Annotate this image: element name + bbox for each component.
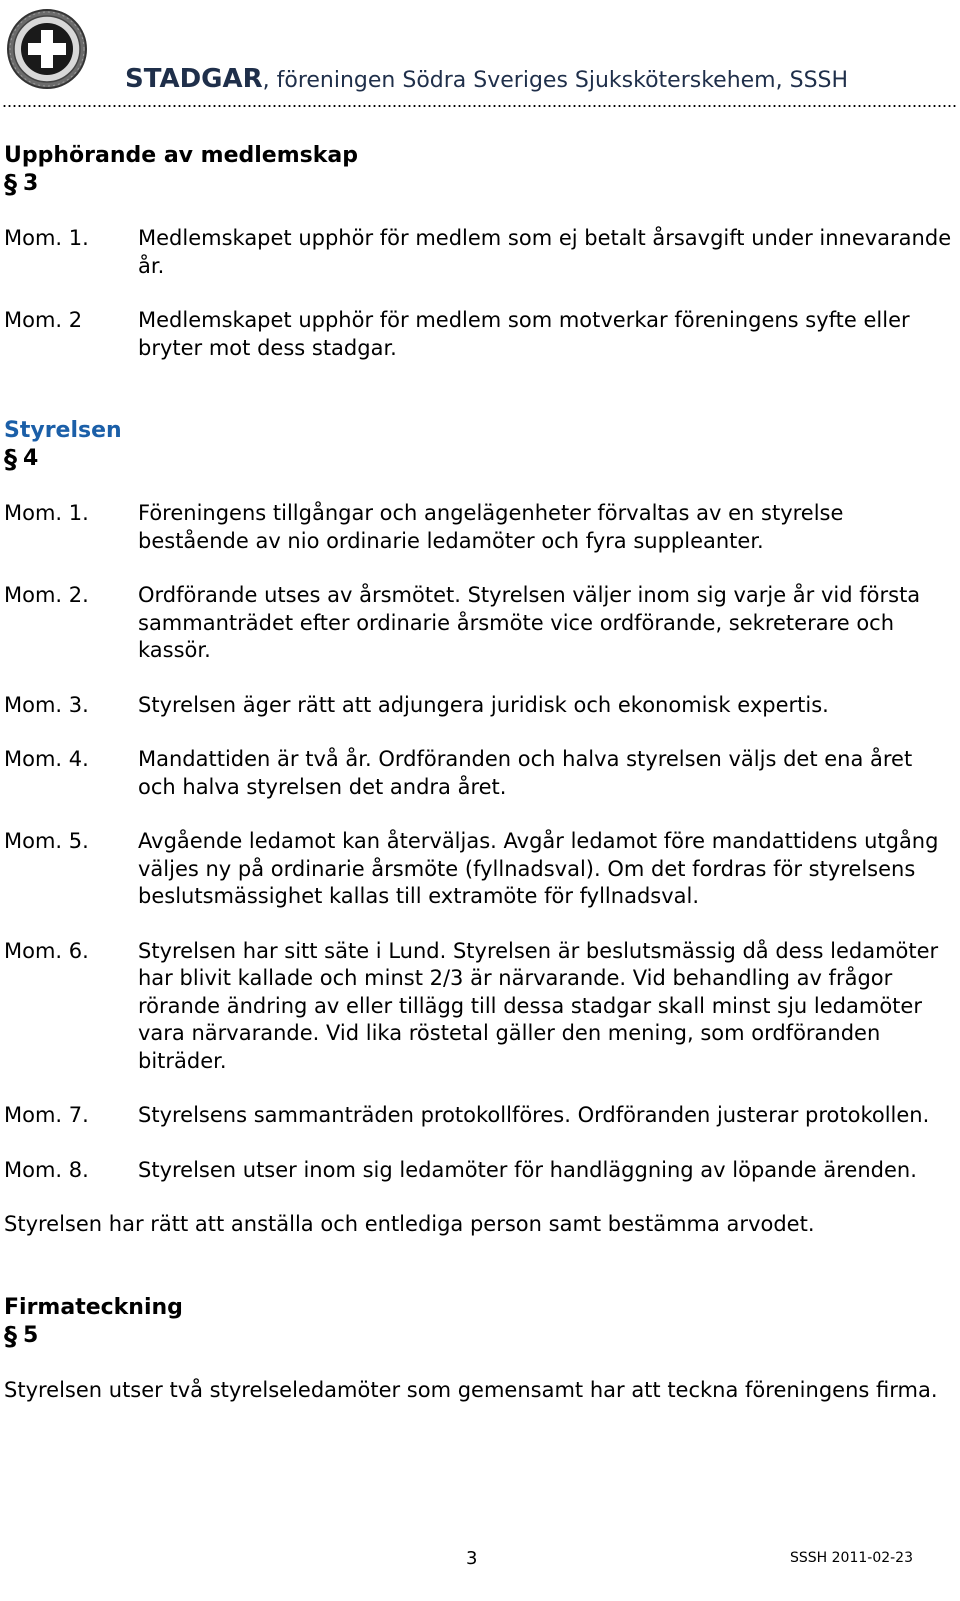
mom-item [4, 746, 956, 801]
mom-text: Styrelsen har sitt säte i Lund. Styrelsen är beslutsmässig då dess ledamöter har blivit kallade och minst 2/3 är närvarande. Vid behandling av frågor rörande ändring av eller tillägg till dessa stadgar skall minst sju ledamöter vara närvarande. Vid lika röstetal gäller den mening, som ordföranden biträder. [138, 938, 939, 1073]
mom-item [4, 500, 956, 555]
mom-text: Föreningens tillgångar och angelägenheter förvaltas av en styrelse bestående av nio ordinarie ledamöter och fyra suppleanter. [138, 501, 844, 553]
mom-item [4, 692, 956, 720]
mom-text: Medlemskapet upphör för medlem som ej betalt årsavgift under innevarande år. [138, 226, 952, 278]
sssh-emblem-logo [6, 8, 88, 90]
mom-text: Styrelsen äger rätt att adjungera juridisk och ekonomisk expertis. [138, 692, 829, 717]
document-title-bold: STADGAR [125, 64, 263, 94]
document-reference: SSSH 2011-02-23 [790, 1550, 913, 1566]
section-heading: Upphörande av medlemskap [4, 143, 358, 168]
section-number-value: 3 [23, 171, 39, 196]
mom-label: Mom. 6. [4, 938, 89, 963]
mom-label: Mom. 2 [4, 308, 83, 332]
section-spacer [4, 362, 956, 417]
mom-item [4, 582, 956, 665]
section-number [4, 170, 956, 198]
mom-item [4, 938, 956, 1076]
mom-item [4, 1157, 956, 1185]
mom-item [4, 307, 956, 362]
mom-label: Mom. 8. [4, 1157, 89, 1182]
mom-item [4, 225, 956, 280]
section-sign: § [4, 445, 17, 475]
mom-text: Styrelsen utser inom sig ledamöter för handläggning av löpande ärenden. [138, 1157, 917, 1182]
mom-label: Mom. 5. [4, 829, 89, 853]
mom-label: Mom. 1. [4, 501, 89, 525]
header-dotted-rule [2, 104, 957, 108]
mom-label: Mom. 4. [4, 747, 89, 771]
section-number [4, 445, 956, 473]
section-spacer [4, 1239, 956, 1294]
mom-item [4, 1102, 956, 1130]
mom-label: Mom. 3. [4, 692, 89, 717]
mom-item [4, 828, 956, 911]
document-title-rest: , föreningen Södra Sveriges Sjuksköterskehem, SSSH [262, 68, 849, 93]
mom-text: Medlemskapet upphör för medlem som motverkar föreningens syfte eller bryter mot dess stadgar. [138, 308, 910, 360]
page-number: 3 [466, 1548, 478, 1569]
section-text: Styrelsen utser två styrelseledamöter som gemensamt har att teckna föreningens firma. [4, 1377, 938, 1402]
section-closing-text: Styrelsen har rätt att anställa och entlediga person samt bestämma arvodet. [4, 1212, 815, 1236]
mom-text: Styrelsens sammanträden protokollföres. Ordföranden justerar protokollen. [138, 1103, 930, 1127]
mom-label: Mom. 2. [4, 583, 89, 607]
mom-text: Ordförande utses av årsmötet. Styrelsen väljer inom sig varje år vid första sammanträdet efter ordinarie årsmöte vice ordförande, sekreterare och kassör. [138, 583, 921, 662]
section-heading: Firmateckning [4, 1294, 183, 1320]
section-number [4, 1322, 956, 1350]
mom-text: Mandattiden är två år. Ordföranden och halva styrelsen väljs det ena året och halva styrelsen det andra året. [138, 747, 913, 799]
section-number-value: 4 [23, 446, 39, 471]
page-header [0, 0, 960, 120]
mom-label: Mom. 1. [4, 226, 89, 250]
section-5 [4, 1294, 956, 1405]
section-heading: Styrelsen [4, 418, 122, 443]
section-4 [4, 417, 956, 1239]
section-sign: § [4, 170, 17, 200]
section-3 [4, 142, 956, 362]
section-number-value: 5 [23, 1322, 39, 1348]
document-title [125, 64, 848, 94]
document-body [4, 142, 956, 1404]
section-sign: § [4, 1321, 17, 1352]
mom-text: Avgående ledamot kan återväljas. Avgår ledamot före mandattidens utgång väljes ny på ordinarie årsmöte (fyllnadsval). Om det fordras för styrelsens beslutsmässighet kallas till extramöte för fyllnadsval. [138, 829, 939, 908]
mom-label: Mom. 7. [4, 1103, 89, 1127]
